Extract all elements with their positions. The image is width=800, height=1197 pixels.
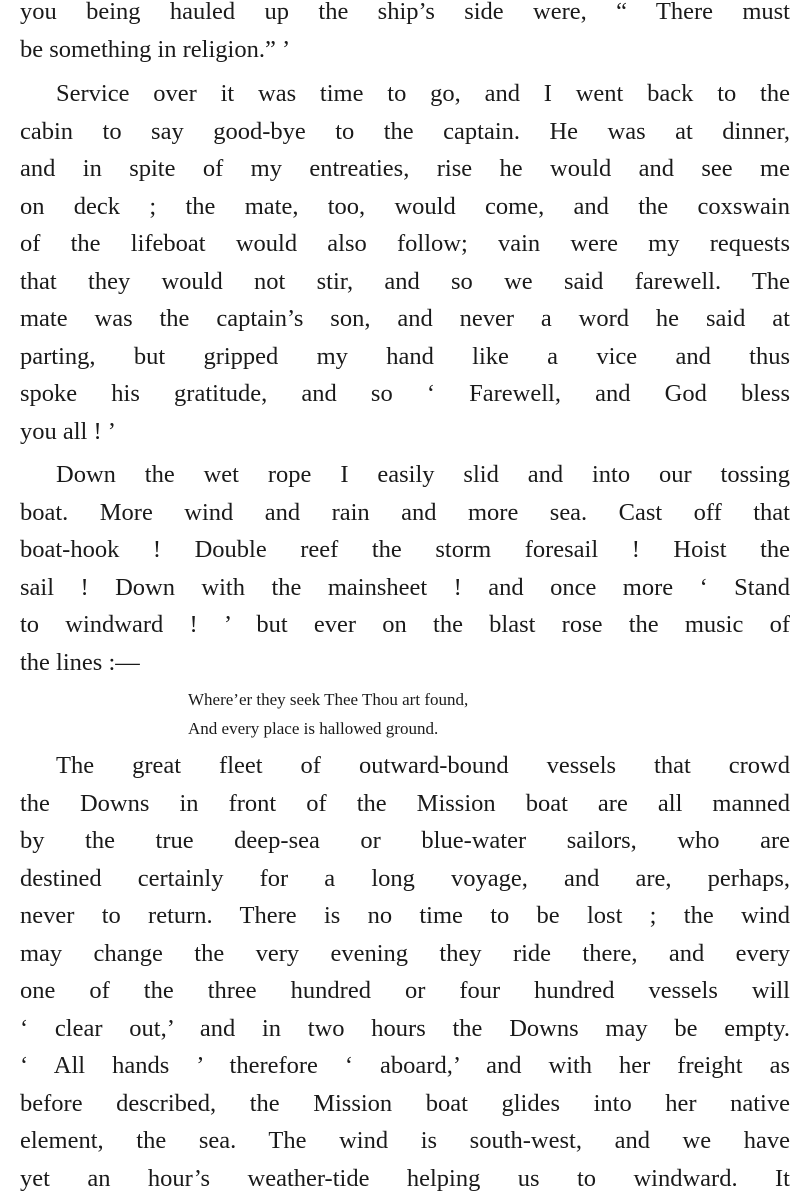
text-line: parting, but gripped my hand like a vice and thus [20,338,790,376]
text-line: destined certainly for a long voyage, and are, perhaps, [20,860,790,898]
text-line: to windward ! ’ but ever on the blast rose the music of [20,606,790,644]
paragraph-service-over [20,75,790,450]
paragraph-great-fleet [20,747,790,1197]
text-line: you all ! ’ [20,413,790,451]
text-line: before described, the Mission boat glides into her native [20,1085,790,1123]
text-line: one of the three hundred or four hundred vessels will [20,972,790,1010]
text-line: Down the wet rope I easily slid and into our tossing [20,456,790,494]
text-line: may change the very evening they ride there, and every [20,935,790,973]
text-line: the Downs in front of the Mission boat are all manned [20,785,790,823]
text-line: of the lifeboat would also follow; vain were my requests [20,225,790,263]
text-line: never to return. There is no time to be lost ; the wind [20,897,790,935]
verse-quote [20,685,790,743]
text-line: boat. More wind and rain and more sea. Cast off that [20,494,790,532]
text-line: be something in religion.” ’ [20,31,790,69]
verse-line: And every place is hallowed ground. [20,714,790,743]
text-line: sail ! Down with the mainsheet ! and once more ‘ Stand [20,569,790,607]
text-line: that they would not stir, and so we said farewell. The [20,263,790,301]
text-line: spoke his gratitude, and so ‘ Farewell, and God bless [20,375,790,413]
paragraph-continuation [20,0,790,68]
text-line: ‘ clear out,’ and in two hours the Downs may be empty. [20,1010,790,1048]
text-line: boat-hook ! Double reef the storm foresail ! Hoist the [20,531,790,569]
verse-line: Where’er they seek Thee Thou art found, [20,685,790,714]
text-line: ‘ All hands ’ therefore ‘ aboard,’ and with her freight as [20,1047,790,1085]
text-line: element, the sea. The wind is south-west, and we have [20,1122,790,1160]
text-line: and in spite of my entreaties, rise he would and see me [20,150,790,188]
text-line: mate was the captain’s son, and never a word he said at [20,300,790,338]
text-line: yet an hour’s weather-tide helping us to windward. It [20,1160,790,1197]
text-line: the lines :— [20,644,790,682]
text-line: cabin to say good-bye to the captain. He was at dinner, [20,113,790,151]
text-line: The great fleet of outward-bound vessels that crowd [20,747,790,785]
paragraph-down-the-wet-rope [20,456,790,681]
text-line: you being hauled up the ship’s side were, “ There must [20,0,790,31]
text-line: by the true deep-sea or blue-water sailors, who are [20,822,790,860]
text-line: on deck ; the mate, too, would come, and the coxswain [20,188,790,226]
book-page [20,0,790,1197]
text-line: Service over it was time to go, and I went back to the [20,75,790,113]
